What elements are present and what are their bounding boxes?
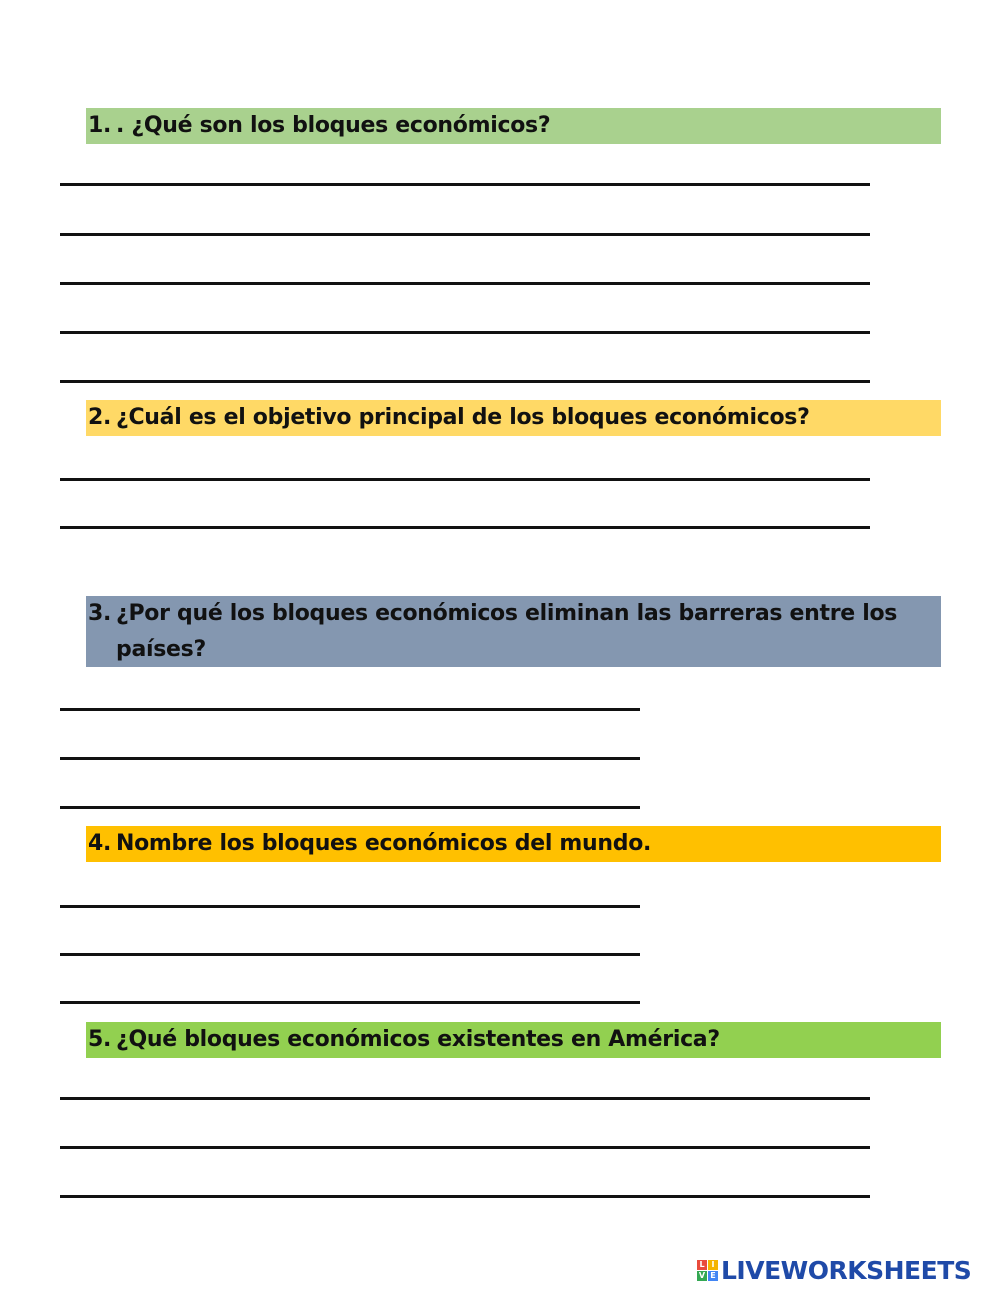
question-2-banner — [86, 400, 941, 436]
question-1-banner — [86, 108, 941, 144]
answer-line[interactable] — [60, 806, 640, 809]
question-text: ¿Cuál es el objetivo principal de los bloques económicos? — [116, 405, 810, 430]
question-number: 2. — [88, 405, 112, 430]
answer-line[interactable] — [60, 757, 640, 760]
answer-line[interactable] — [60, 953, 640, 956]
logo-letter-l: L — [697, 1260, 707, 1270]
question-text: ¿Por qué los bloques económicos eliminan las barreras entre los países? — [116, 601, 898, 662]
logo-letter-i: I — [708, 1260, 718, 1270]
liveworksheets-logo-icon — [697, 1260, 718, 1281]
question-5-banner — [86, 1022, 941, 1058]
answer-line[interactable] — [60, 1001, 640, 1004]
answer-line[interactable] — [60, 380, 870, 383]
answer-line[interactable] — [60, 905, 640, 908]
question-number: 1. — [88, 113, 112, 138]
question-number: 4. — [88, 831, 112, 856]
question-text: . ¿Qué son los bloques económicos? — [116, 113, 551, 138]
logo-letter-v: V — [698, 1270, 706, 1280]
question-number: 3. — [88, 601, 112, 626]
answer-line[interactable] — [60, 526, 870, 529]
question-3-banner — [86, 596, 941, 667]
answer-line[interactable] — [60, 1195, 870, 1198]
question-number: 5. — [88, 1027, 112, 1052]
answer-line[interactable] — [60, 282, 870, 285]
logo-text: LIVEWORKSHEETS — [721, 1255, 972, 1285]
answer-line[interactable] — [60, 708, 640, 711]
answer-line[interactable] — [60, 233, 870, 236]
answer-line[interactable] — [60, 183, 870, 186]
liveworksheets-logo — [697, 1254, 971, 1286]
answer-line[interactable] — [60, 478, 870, 481]
answer-line[interactable] — [60, 1146, 870, 1149]
logo-letter-e: E — [708, 1271, 718, 1281]
answer-line[interactable] — [60, 331, 870, 334]
question-text: Nombre los bloques económicos del mundo. — [116, 831, 652, 856]
question-4-banner — [86, 826, 941, 862]
answer-line[interactable] — [60, 1097, 870, 1100]
question-text: ¿Qué bloques económicos existentes en América? — [116, 1027, 720, 1052]
